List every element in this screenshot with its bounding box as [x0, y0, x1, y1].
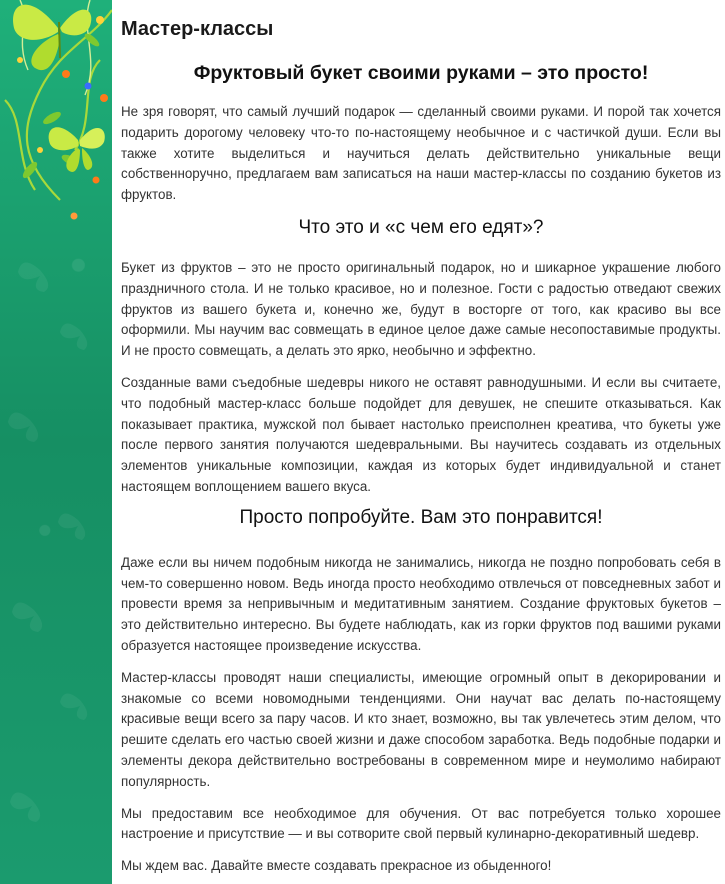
section-heading-just-try: Просто попробуйте. Вам это понравится! — [239, 506, 603, 528]
paragraph-specialists: Мастер-классы проводят наши специалисты, имеющие огромный опыт в декорировании и знакомые со всеми новомодными тенденциями. Они научат вас делать по-настоящему красивые вещи всего за пару часов. И кто знает, возможно, вы так увлечетесь этим делом, что решите сделать его частью своей жизни и даже способом заработка. Ведь подобные подарки и элементы декора действительно востребованы в современном мире и неумолимо набирают популярность. — [121, 669, 721, 789]
decorative-sidebar — [0, 0, 112, 884]
paragraph-we-wait: Мы ждем вас. Давайте вместе создавать прекрасное из обыденного! — [121, 858, 552, 874]
article-intro-paragraph: Не зря говорят, что самый лучший подарок — сделанный своими руками. И порой так хочется подарить дорогому человеку что-то по-настоящему необычное и с частичкой души. Если вы также хотите выделиться и научиться делать действительно уникальные вещи собственноручно, предлагаем вам записаться на наши мастер-классы по созданию букетов из фруктов. — [121, 104, 721, 203]
floral-decoration — [0, 0, 112, 884]
paragraph-we-provide: Мы предоставим все необходимое для обучения. От вас потребуется только хорошее настроение и присутствие — и вы сотворите свой первый кулинарно-декоративный шедевр. — [121, 805, 721, 842]
article-heading: Фруктовый букет своими руками – это просто! — [193, 62, 649, 84]
paragraph-never-too-late: Даже если вы ничем подобным никогда не занимались, никогда не поздно попробовать себя в чем-то совершенно новом. Ведь иногда просто необходимо отвлечься от повседневных забот и провести время за непривычным и медитативным занятием. Создание фруктовых букетов – это действительно интересно. Вы будете наблюдать, как из горки фруктов под вашими руками образуется настоящее произведение искусства. — [121, 554, 721, 653]
article-content — [112, 0, 725, 884]
background-butterflies-icon — [8, 262, 87, 822]
small-butterfly-icon — [49, 127, 105, 172]
paragraph-fruit-bouquet: Букет из фруктов – это не просто оригинальный подарок, но и шикарное украшение любого праздничного стола. И не только красивое, но и полезное. Гости с радостью отведают свежих фруктов из вашего букета и, конечно же, будут в восторге от того, как красиво вы все оформили. Мы научим вас совмещать в единое целое даже самые несопоставимые продукты. И не просто совмещать, а делать это ярко, необычно и эффектно. — [121, 259, 721, 359]
section-heading-what-is-it: Что это и «с чем его едят»? — [298, 216, 544, 238]
flower-icon — [17, 16, 108, 220]
paragraph-edible-masterpieces: Созданные вами съедобные шедевры никого не оставят равнодушными. И если вы считаете, что подобный мастер-класс больше подойдет для девушек, не спешите отказываться. Как показывает практика, мужской пол бывает настолько преисполнен креатива, что букеты уже после первого занятия получаются шедевральными. Вы научитесь создавать из отдельных элементов уникальные композиции, каждая из которых будет индивидуальной и станет настоящем воплощением вашего вкуса. — [121, 374, 721, 494]
page-title: Мастер-классы — [121, 18, 274, 40]
